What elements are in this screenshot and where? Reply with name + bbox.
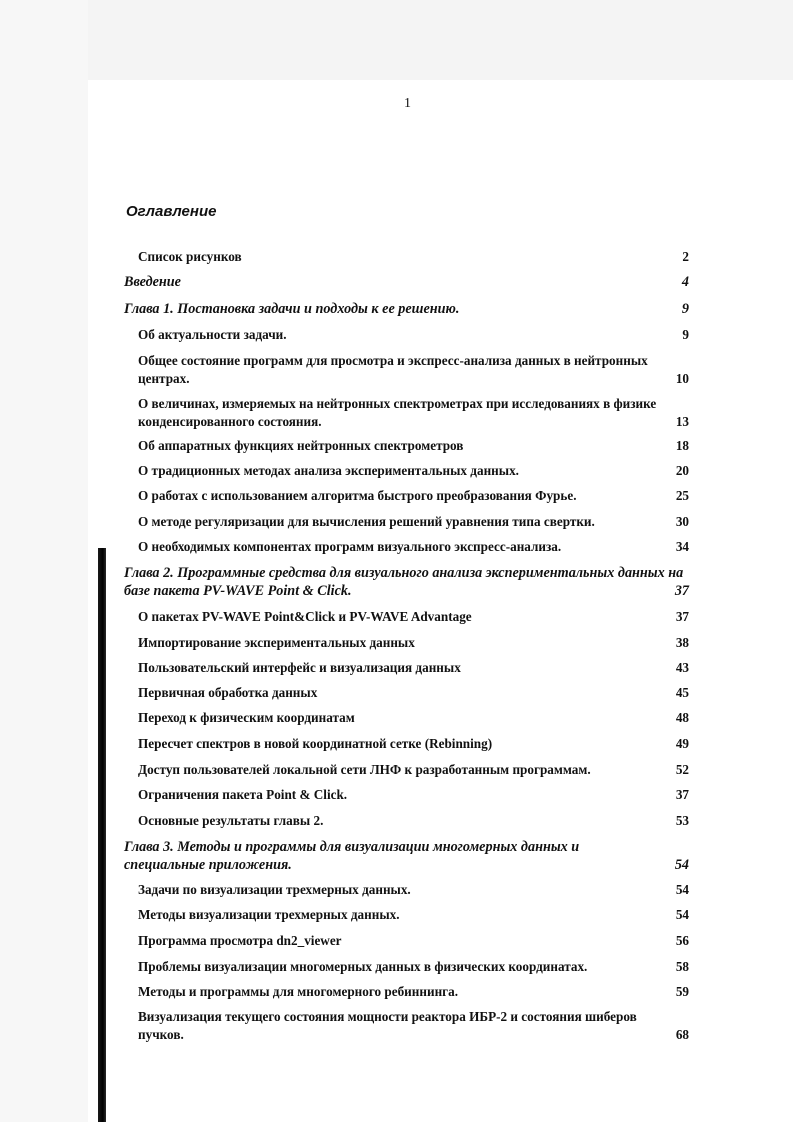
toc-entry-text: Первичная обработка данных (138, 685, 318, 700)
toc-entry-text: Пересчет спектров в новой координатной сетке (Rebinning) (138, 736, 493, 751)
toc-entry-text: О необходимых компонентах программ визуального экспресс-анализа. (138, 539, 562, 554)
toc-title: Оглавление (126, 203, 217, 220)
toc-entry-page: 37 (675, 609, 689, 624)
toc-entry-page: 2 (682, 249, 689, 264)
toc-entry-page: 49 (675, 736, 689, 751)
toc-entry-page: 52 (675, 762, 689, 777)
toc-entry-text: Доступ пользователей локальной сети ЛНФ к разработанным программам. (138, 762, 591, 777)
toc-entry-text: Общее состояние программ для просмотра и экспресс-анализа данных в нейтронных центрах. (138, 353, 648, 386)
toc-entry-page: 45 (675, 685, 689, 700)
toc-entry-page: 18 (675, 438, 689, 453)
toc-entry-page: 53 (675, 813, 689, 828)
page-number: 1 (404, 96, 411, 111)
toc-entry-page: 48 (675, 710, 689, 725)
toc-entry-text: О пакетах PV-WAVE Point&Click и PV-WAVE Advantage (138, 609, 472, 624)
toc-entry-text: Импортирование экспериментальных данных (138, 635, 415, 650)
toc-entry-page: 4 (681, 274, 689, 290)
toc-entry-text: Основные результаты главы 2. (138, 813, 324, 828)
toc-entry-text: Переход к физическим координатам (138, 710, 355, 725)
toc-entry-page: 13 (675, 414, 689, 429)
toc-entry-page: 54 (675, 882, 689, 897)
toc-entry-text: О методе регуляризации для вычисления решений уравнения типа свертки. (138, 514, 595, 529)
toc-entry-page: 30 (675, 514, 689, 529)
toc-entry-page: 56 (675, 933, 689, 948)
toc-entry-text: Об аппаратных функциях нейтронных спектрометров (138, 438, 464, 453)
toc-entry-text: Об актуальности задачи. (138, 327, 287, 342)
toc-entry-page: 68 (675, 1027, 689, 1042)
toc-entry-text: Глава 2. Программные средства для визуального анализа экспериментальных данных на базе пакета PV-WAVE Point & Click. (124, 565, 684, 599)
toc-entry-page: 58 (675, 959, 689, 974)
toc-entry-page: 20 (675, 463, 689, 478)
toc-entry-text: О традиционных методах анализа экспериментальных данных. (138, 463, 519, 478)
toc-entry-text: Задачи по визуализации трехмерных данных. (138, 882, 411, 897)
toc-entry-text: Методы визуализации трехмерных данных. (138, 907, 400, 922)
toc-entry-page: 10 (675, 371, 689, 386)
toc-entry-page: 9 (681, 301, 689, 317)
toc-entry-page: 38 (675, 635, 689, 650)
toc-entry-page: 37 (675, 787, 689, 802)
toc-entry-page: 9 (682, 327, 689, 342)
toc-entry-text: Программа просмотра dn2_viewer (138, 933, 342, 948)
toc-entry-page: 25 (675, 488, 689, 503)
toc-entry-page: 34 (675, 539, 689, 554)
toc-entry-text: Проблемы визуализации многомерных данных в физических координатах. (138, 959, 588, 974)
toc-entry-text: Визуализация текущего состояния мощности реактора ИБР-2 и состояния шиберов пучков. (138, 1009, 637, 1042)
toc-entry-page: 43 (675, 660, 689, 675)
toc-entry-text: Методы и программы для многомерного ребиннинга. (138, 984, 459, 999)
toc-entry-page: 37 (674, 583, 689, 599)
toc-entry-text: О величинах, измеряемых на нейтронных спектрометрах при исследованиях в физике конденсированного состояния. (138, 396, 657, 429)
toc-entry-text: Список рисунков (138, 249, 242, 264)
toc-entry-page: 54 (675, 907, 689, 922)
toc-entry-text: Глава 3. Методы и программы для визуализации многомерных данных и специальные приложения. (124, 839, 580, 873)
toc-entry-text: О работах с использованием алгоритма быстрого преобразования Фурье. (138, 488, 577, 503)
toc-entry-text: Ограничения пакета Point & Click. (138, 787, 348, 802)
toc-entry-page: 54 (674, 857, 689, 873)
toc-entry-text: Глава 1. Постановка задачи и подходы к ее решению. (124, 301, 460, 317)
toc-entry-text: Введение (124, 274, 181, 290)
toc-entry-page: 59 (675, 984, 689, 999)
toc-entry-text: Пользовательский интерфейс и визуализация данных (138, 660, 461, 675)
